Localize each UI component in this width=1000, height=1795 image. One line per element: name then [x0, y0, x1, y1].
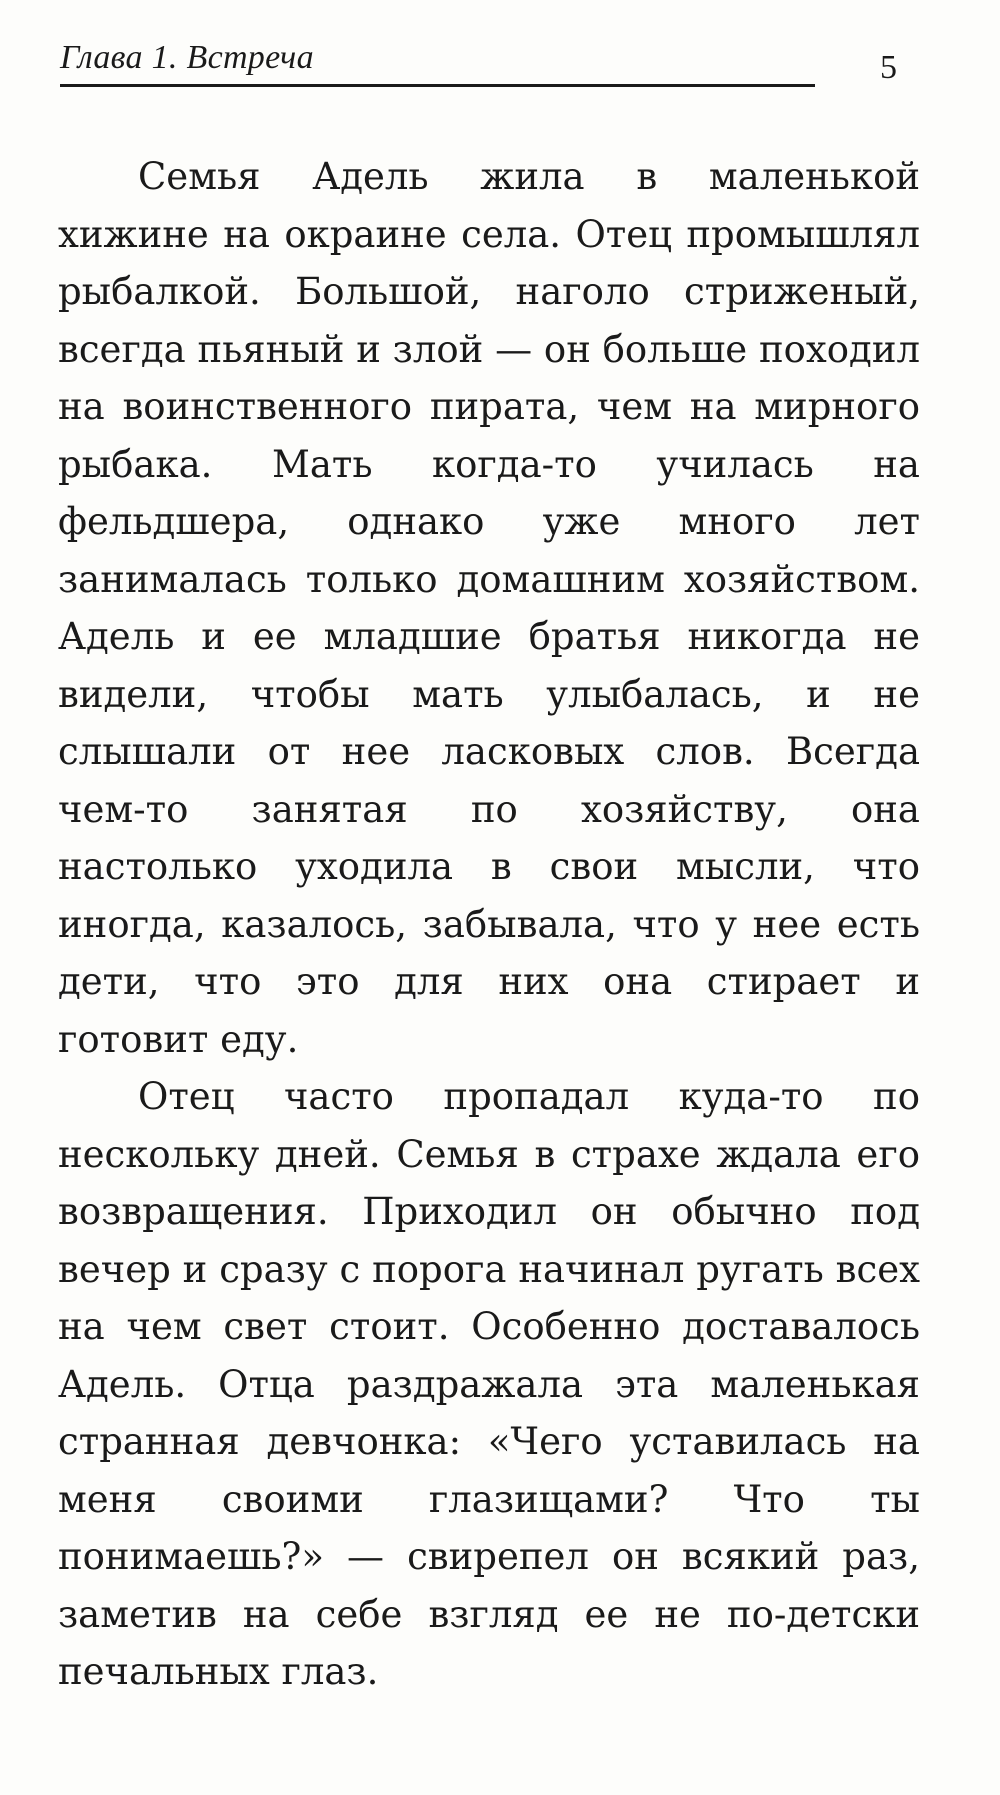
body-text	[58, 148, 920, 1701]
chapter-title: Глава 1. Встреча	[60, 39, 314, 76]
page-number: 5	[880, 49, 897, 86]
running-header	[60, 38, 815, 87]
paragraph: Семья Адель жила в маленькой хижине на окраине села. Отец промышлял рыбалкой. Большой, наголо стриженый, всегда пьяный и злой — он больше походил на воинственного пирата, чем на мирного рыбака. Мать когда-то училась на фельдшера, однако уже много лет занималась только домашним хозяйством. Адель и ее младшие братья никогда не видели, чтобы мать улыбалась, и не слышали от нее ласковых слов. Всегда чем-то занятая по хозяйству, она настолько уходила в свои мысли, что иногда, казалось, забывала, что у нее есть дети, что это для них она стирает и готовит еду.	[58, 155, 920, 1061]
paragraph: Отец часто пропадал куда-то по нескольку дней. Семья в страхе ждала его возвращения. Приходил он обычно под вечер и сразу с порога начинал ругать всех на чем свет стоит. Особенно доставалось Адель. Отца раздражала эта маленькая странная девчонка: «Чего уставилась на меня своими глазищами? Что ты понимаешь?» — свирепел он всякий раз, заметив на себе взгляд ее не по-детски печальных глаз.	[58, 1075, 920, 1693]
